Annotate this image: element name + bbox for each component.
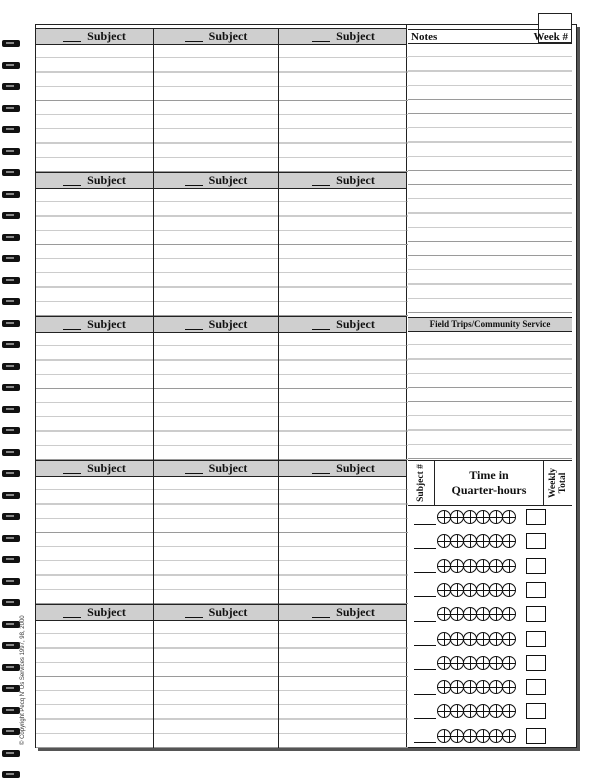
time-label-line1: Time in bbox=[469, 468, 509, 482]
tracker-row bbox=[414, 702, 572, 720]
spiral-coil bbox=[2, 320, 20, 327]
quarter-hour-circle[interactable] bbox=[463, 559, 477, 573]
quarter-hour-circle[interactable] bbox=[437, 656, 451, 670]
quarter-hour-circle[interactable] bbox=[489, 656, 503, 670]
quarter-hour-circle[interactable] bbox=[437, 583, 451, 597]
spiral-coil bbox=[2, 277, 20, 284]
subject-label: Subject bbox=[87, 173, 126, 187]
subject-block bbox=[36, 460, 406, 604]
spiral-coil bbox=[2, 148, 20, 155]
spiral-coil bbox=[2, 169, 20, 176]
weekly-total-box[interactable] bbox=[526, 533, 546, 549]
subject-number-blank[interactable] bbox=[414, 510, 436, 525]
subject-label: Subject bbox=[208, 29, 248, 43]
spiral-coil bbox=[2, 642, 20, 649]
subject-header-cell bbox=[279, 605, 408, 620]
spiral-coil bbox=[2, 83, 20, 90]
subject-writing-area[interactable] bbox=[36, 188, 154, 316]
quarter-hour-circle[interactable] bbox=[476, 680, 490, 694]
spiral-coil bbox=[2, 406, 20, 413]
copyright-text: © Copyright Pecq N' Us Services 1997, 98, 2000 bbox=[20, 615, 26, 745]
subject-writing-area[interactable] bbox=[279, 332, 408, 460]
quarter-hour-circle[interactable] bbox=[463, 632, 477, 646]
quarter-hour-circle[interactable] bbox=[476, 607, 490, 621]
tracker-row bbox=[414, 581, 572, 599]
quarter-hour-circle[interactable] bbox=[450, 680, 464, 694]
spiral-coil bbox=[2, 707, 20, 714]
weekly-total-box[interactable] bbox=[526, 655, 546, 671]
quarter-hour-circle[interactable] bbox=[489, 534, 503, 548]
subject-header-cell bbox=[36, 461, 154, 476]
subject-header-cell bbox=[279, 29, 408, 44]
quarter-hour-circle[interactable] bbox=[502, 559, 516, 573]
subject-number-blank[interactable] bbox=[185, 320, 203, 330]
quarter-hour-circle[interactable] bbox=[476, 510, 490, 524]
subject-columns bbox=[36, 476, 406, 604]
spiral-coil bbox=[2, 427, 20, 434]
subject-header-cell bbox=[154, 29, 279, 44]
spiral-coil bbox=[2, 728, 20, 735]
quarter-hour-circle[interactable] bbox=[476, 632, 490, 646]
quarter-hour-circle[interactable] bbox=[463, 656, 477, 670]
subject-label: Subject bbox=[208, 461, 248, 475]
subject-number-blank[interactable] bbox=[312, 176, 330, 186]
subject-label: Subject bbox=[336, 173, 375, 187]
spiral-coil bbox=[2, 685, 20, 692]
quarter-hour-circle[interactable] bbox=[463, 583, 477, 597]
subject-number-blank[interactable] bbox=[185, 32, 203, 42]
subject-number-blank[interactable] bbox=[63, 320, 81, 330]
quarter-hour-circle[interactable] bbox=[463, 510, 477, 524]
subject-writing-area[interactable] bbox=[154, 188, 279, 316]
spiral-coil bbox=[2, 298, 20, 305]
weekly-total-box[interactable] bbox=[526, 631, 546, 647]
subject-header-cell bbox=[154, 461, 279, 476]
subject-number-blank[interactable] bbox=[414, 607, 436, 622]
quarter-hour-circle[interactable] bbox=[476, 534, 490, 548]
tracker-row bbox=[414, 605, 572, 623]
weekly-total-column-header bbox=[544, 461, 572, 505]
weekly-total-box[interactable] bbox=[526, 558, 546, 574]
time-label-line2: Quarter-hours bbox=[451, 483, 527, 497]
subject-number-blank[interactable] bbox=[63, 464, 81, 474]
subject-number-blank[interactable] bbox=[414, 631, 436, 646]
subject-number-blank[interactable] bbox=[312, 608, 330, 618]
tracker-row bbox=[414, 727, 572, 745]
subject-block bbox=[36, 316, 406, 460]
subject-header-row bbox=[36, 172, 406, 189]
spiral-coil bbox=[2, 771, 20, 778]
subject-columns bbox=[36, 188, 406, 316]
subject-label: Subject bbox=[336, 605, 375, 619]
quarter-hour-circle[interactable] bbox=[450, 534, 464, 548]
subject-header-cell bbox=[154, 317, 279, 332]
subject-number-blank[interactable] bbox=[414, 558, 436, 573]
quarter-hour-circle[interactable] bbox=[463, 704, 477, 718]
subject-number-blank[interactable] bbox=[63, 176, 81, 186]
quarter-hour-circle[interactable] bbox=[489, 632, 503, 646]
spiral-coil bbox=[2, 234, 20, 241]
subject-number-blank[interactable] bbox=[414, 655, 436, 670]
spiral-coil bbox=[2, 341, 20, 348]
quarter-hour-circle[interactable] bbox=[502, 704, 516, 718]
subject-header-cell bbox=[36, 29, 154, 44]
subject-header-cell bbox=[36, 605, 154, 620]
quarter-hour-circle[interactable] bbox=[450, 559, 464, 573]
subject-number-blank[interactable] bbox=[63, 608, 81, 618]
subject-number-blank[interactable] bbox=[63, 32, 81, 42]
subject-columns bbox=[36, 332, 406, 460]
subject-block bbox=[36, 604, 406, 748]
subject-label: Subject bbox=[208, 605, 248, 619]
tracker-row bbox=[414, 508, 572, 526]
spiral-coil bbox=[2, 492, 20, 499]
subject-label: Subject bbox=[336, 461, 375, 475]
subject-writing-area[interactable] bbox=[154, 476, 279, 604]
subject-number-blank[interactable] bbox=[414, 534, 436, 549]
subject-header-cell bbox=[279, 461, 408, 476]
subject-writing-area[interactable] bbox=[279, 44, 408, 172]
field-trips-header: Field Trips/Community Service bbox=[408, 317, 572, 332]
side-panel bbox=[408, 25, 576, 747]
spiral-coil bbox=[2, 384, 20, 391]
subject-number-blank[interactable] bbox=[414, 582, 436, 597]
subject-block bbox=[36, 172, 406, 316]
tracker-row bbox=[414, 630, 572, 648]
tracker-row bbox=[414, 557, 572, 575]
weekly-total-box[interactable] bbox=[526, 509, 546, 525]
quarter-hour-circle[interactable] bbox=[489, 510, 503, 524]
subject-header-cell bbox=[36, 173, 154, 188]
subject-writing-area[interactable] bbox=[154, 332, 279, 460]
tracker-row bbox=[414, 654, 572, 672]
quarter-hour-circle[interactable] bbox=[463, 680, 477, 694]
subject-columns bbox=[36, 44, 406, 172]
weekly-total-box[interactable] bbox=[526, 582, 546, 598]
spiral-coil bbox=[2, 621, 20, 628]
subject-number-blank[interactable] bbox=[312, 320, 330, 330]
spiral-coil bbox=[2, 578, 20, 585]
tracker-row bbox=[414, 532, 572, 550]
subject-header-row bbox=[36, 460, 406, 477]
quarter-hour-circle[interactable] bbox=[463, 607, 477, 621]
quarter-hour-circle[interactable] bbox=[450, 607, 464, 621]
spiral-coil bbox=[2, 513, 20, 520]
quarter-hour-circle[interactable] bbox=[502, 632, 516, 646]
quarter-hour-circle[interactable] bbox=[450, 704, 464, 718]
notes-header bbox=[408, 29, 572, 44]
spiral-coil bbox=[2, 255, 20, 262]
subject-header-cell bbox=[36, 317, 154, 332]
quarter-hour-circle[interactable] bbox=[489, 704, 503, 718]
quarter-hour-circle[interactable] bbox=[463, 729, 477, 743]
subject-label: Subject bbox=[87, 317, 126, 331]
quarter-hour-circle[interactable] bbox=[489, 607, 503, 621]
notes-lines[interactable] bbox=[408, 43, 572, 317]
quarter-hour-circle[interactable] bbox=[437, 534, 451, 548]
quarter-hour-circle[interactable] bbox=[502, 656, 516, 670]
subject-writing-area[interactable] bbox=[279, 476, 408, 604]
subject-header-cell bbox=[154, 173, 279, 188]
subject-label: Subject bbox=[336, 29, 375, 43]
subject-number-column-header bbox=[408, 461, 435, 505]
tracker-header bbox=[408, 460, 572, 506]
spiral-coil bbox=[2, 535, 20, 542]
time-column-header bbox=[435, 461, 544, 505]
field-trips-lines[interactable] bbox=[408, 331, 572, 460]
quarter-hour-circle[interactable] bbox=[476, 729, 490, 743]
subject-number-blank[interactable] bbox=[414, 728, 436, 743]
subject-writing-area[interactable] bbox=[36, 620, 154, 748]
spiral-coil bbox=[2, 599, 20, 606]
planner-page bbox=[35, 24, 577, 748]
subject-writing-area[interactable] bbox=[279, 620, 408, 748]
spiral-coil bbox=[2, 556, 20, 563]
spiral-coil bbox=[2, 62, 20, 69]
subject-label: Subject bbox=[208, 173, 248, 187]
spiral-coil bbox=[2, 212, 20, 219]
quarter-hour-circle[interactable] bbox=[450, 729, 464, 743]
spiral-coil bbox=[2, 191, 20, 198]
quarter-hour-circle[interactable] bbox=[450, 510, 464, 524]
subject-number-blank[interactable] bbox=[185, 464, 203, 474]
spiral-coil bbox=[2, 750, 20, 757]
quarter-hour-circle[interactable] bbox=[489, 583, 503, 597]
tracker-row bbox=[414, 678, 572, 696]
spiral-coil bbox=[2, 470, 20, 477]
subject-writing-area[interactable] bbox=[279, 188, 408, 316]
quarter-hour-circle[interactable] bbox=[437, 680, 451, 694]
subject-writing-area[interactable] bbox=[154, 620, 279, 748]
subject-header-row bbox=[36, 604, 406, 621]
quarter-hour-circle[interactable] bbox=[437, 704, 451, 718]
quarter-hour-circle[interactable] bbox=[463, 534, 477, 548]
quarter-hour-circle[interactable] bbox=[502, 729, 516, 743]
subject-grid bbox=[36, 25, 407, 747]
subject-label: Subject bbox=[87, 461, 126, 475]
quarter-hour-circle[interactable] bbox=[476, 583, 490, 597]
subject-writing-area[interactable] bbox=[36, 44, 154, 172]
subject-label: Subject bbox=[208, 317, 248, 331]
quarter-hour-circle[interactable] bbox=[437, 632, 451, 646]
quarter-hour-circle[interactable] bbox=[476, 559, 490, 573]
subject-columns bbox=[36, 620, 406, 748]
weekly-total-box[interactable] bbox=[526, 606, 546, 622]
subject-writing-area[interactable] bbox=[36, 476, 154, 604]
subject-number-blank[interactable] bbox=[312, 464, 330, 474]
quarter-hour-circle[interactable] bbox=[437, 729, 451, 743]
subject-label: Subject bbox=[336, 317, 375, 331]
quarter-hour-circle[interactable] bbox=[437, 559, 451, 573]
subject-header-row bbox=[36, 28, 406, 45]
subject-number-label: Subject # bbox=[416, 464, 426, 502]
quarter-hour-circle[interactable] bbox=[489, 680, 503, 694]
subject-writing-area[interactable] bbox=[36, 332, 154, 460]
week-label: Week # bbox=[533, 30, 568, 43]
quarter-hour-circle[interactable] bbox=[489, 559, 503, 573]
spiral-coil bbox=[2, 105, 20, 112]
subject-number-blank[interactable] bbox=[414, 680, 436, 695]
subject-number-blank[interactable] bbox=[312, 32, 330, 42]
spiral-coil bbox=[2, 40, 20, 47]
subject-label: Subject bbox=[87, 29, 126, 43]
weekly-total-box[interactable] bbox=[526, 679, 546, 695]
weekly-total-label: Weekly Total bbox=[548, 467, 568, 499]
subject-label: Subject bbox=[87, 605, 126, 619]
subject-writing-area[interactable] bbox=[154, 44, 279, 172]
subject-number-blank[interactable] bbox=[185, 608, 203, 618]
quarter-hour-circle[interactable] bbox=[502, 534, 516, 548]
subject-block bbox=[36, 28, 406, 172]
quarter-hour-circle[interactable] bbox=[437, 607, 451, 621]
weekly-total-box[interactable] bbox=[526, 728, 546, 744]
quarter-hour-circle[interactable] bbox=[450, 632, 464, 646]
spiral-coil bbox=[2, 664, 20, 671]
quarter-hour-circle[interactable] bbox=[450, 583, 464, 597]
spiral-coil bbox=[2, 126, 20, 133]
subject-header-cell bbox=[154, 605, 279, 620]
subject-number-blank[interactable] bbox=[185, 176, 203, 186]
quarter-hour-circle[interactable] bbox=[489, 729, 503, 743]
spiral-coil bbox=[2, 449, 20, 456]
weekly-total-box[interactable] bbox=[526, 703, 546, 719]
quarter-hour-circle[interactable] bbox=[502, 583, 516, 597]
quarter-hour-circle[interactable] bbox=[502, 510, 516, 524]
subject-number-blank[interactable] bbox=[414, 704, 436, 719]
quarter-hour-circle[interactable] bbox=[476, 656, 490, 670]
spiral-coil bbox=[2, 363, 20, 370]
quarter-hour-circle[interactable] bbox=[437, 510, 451, 524]
quarter-hour-circle[interactable] bbox=[502, 607, 516, 621]
subject-header-row bbox=[36, 316, 406, 333]
quarter-hour-circle[interactable] bbox=[476, 704, 490, 718]
subject-header-cell bbox=[279, 173, 408, 188]
subject-header-cell bbox=[279, 317, 408, 332]
quarter-hour-circle[interactable] bbox=[450, 656, 464, 670]
quarter-hour-circle[interactable] bbox=[502, 680, 516, 694]
notes-label: Notes bbox=[411, 30, 438, 43]
